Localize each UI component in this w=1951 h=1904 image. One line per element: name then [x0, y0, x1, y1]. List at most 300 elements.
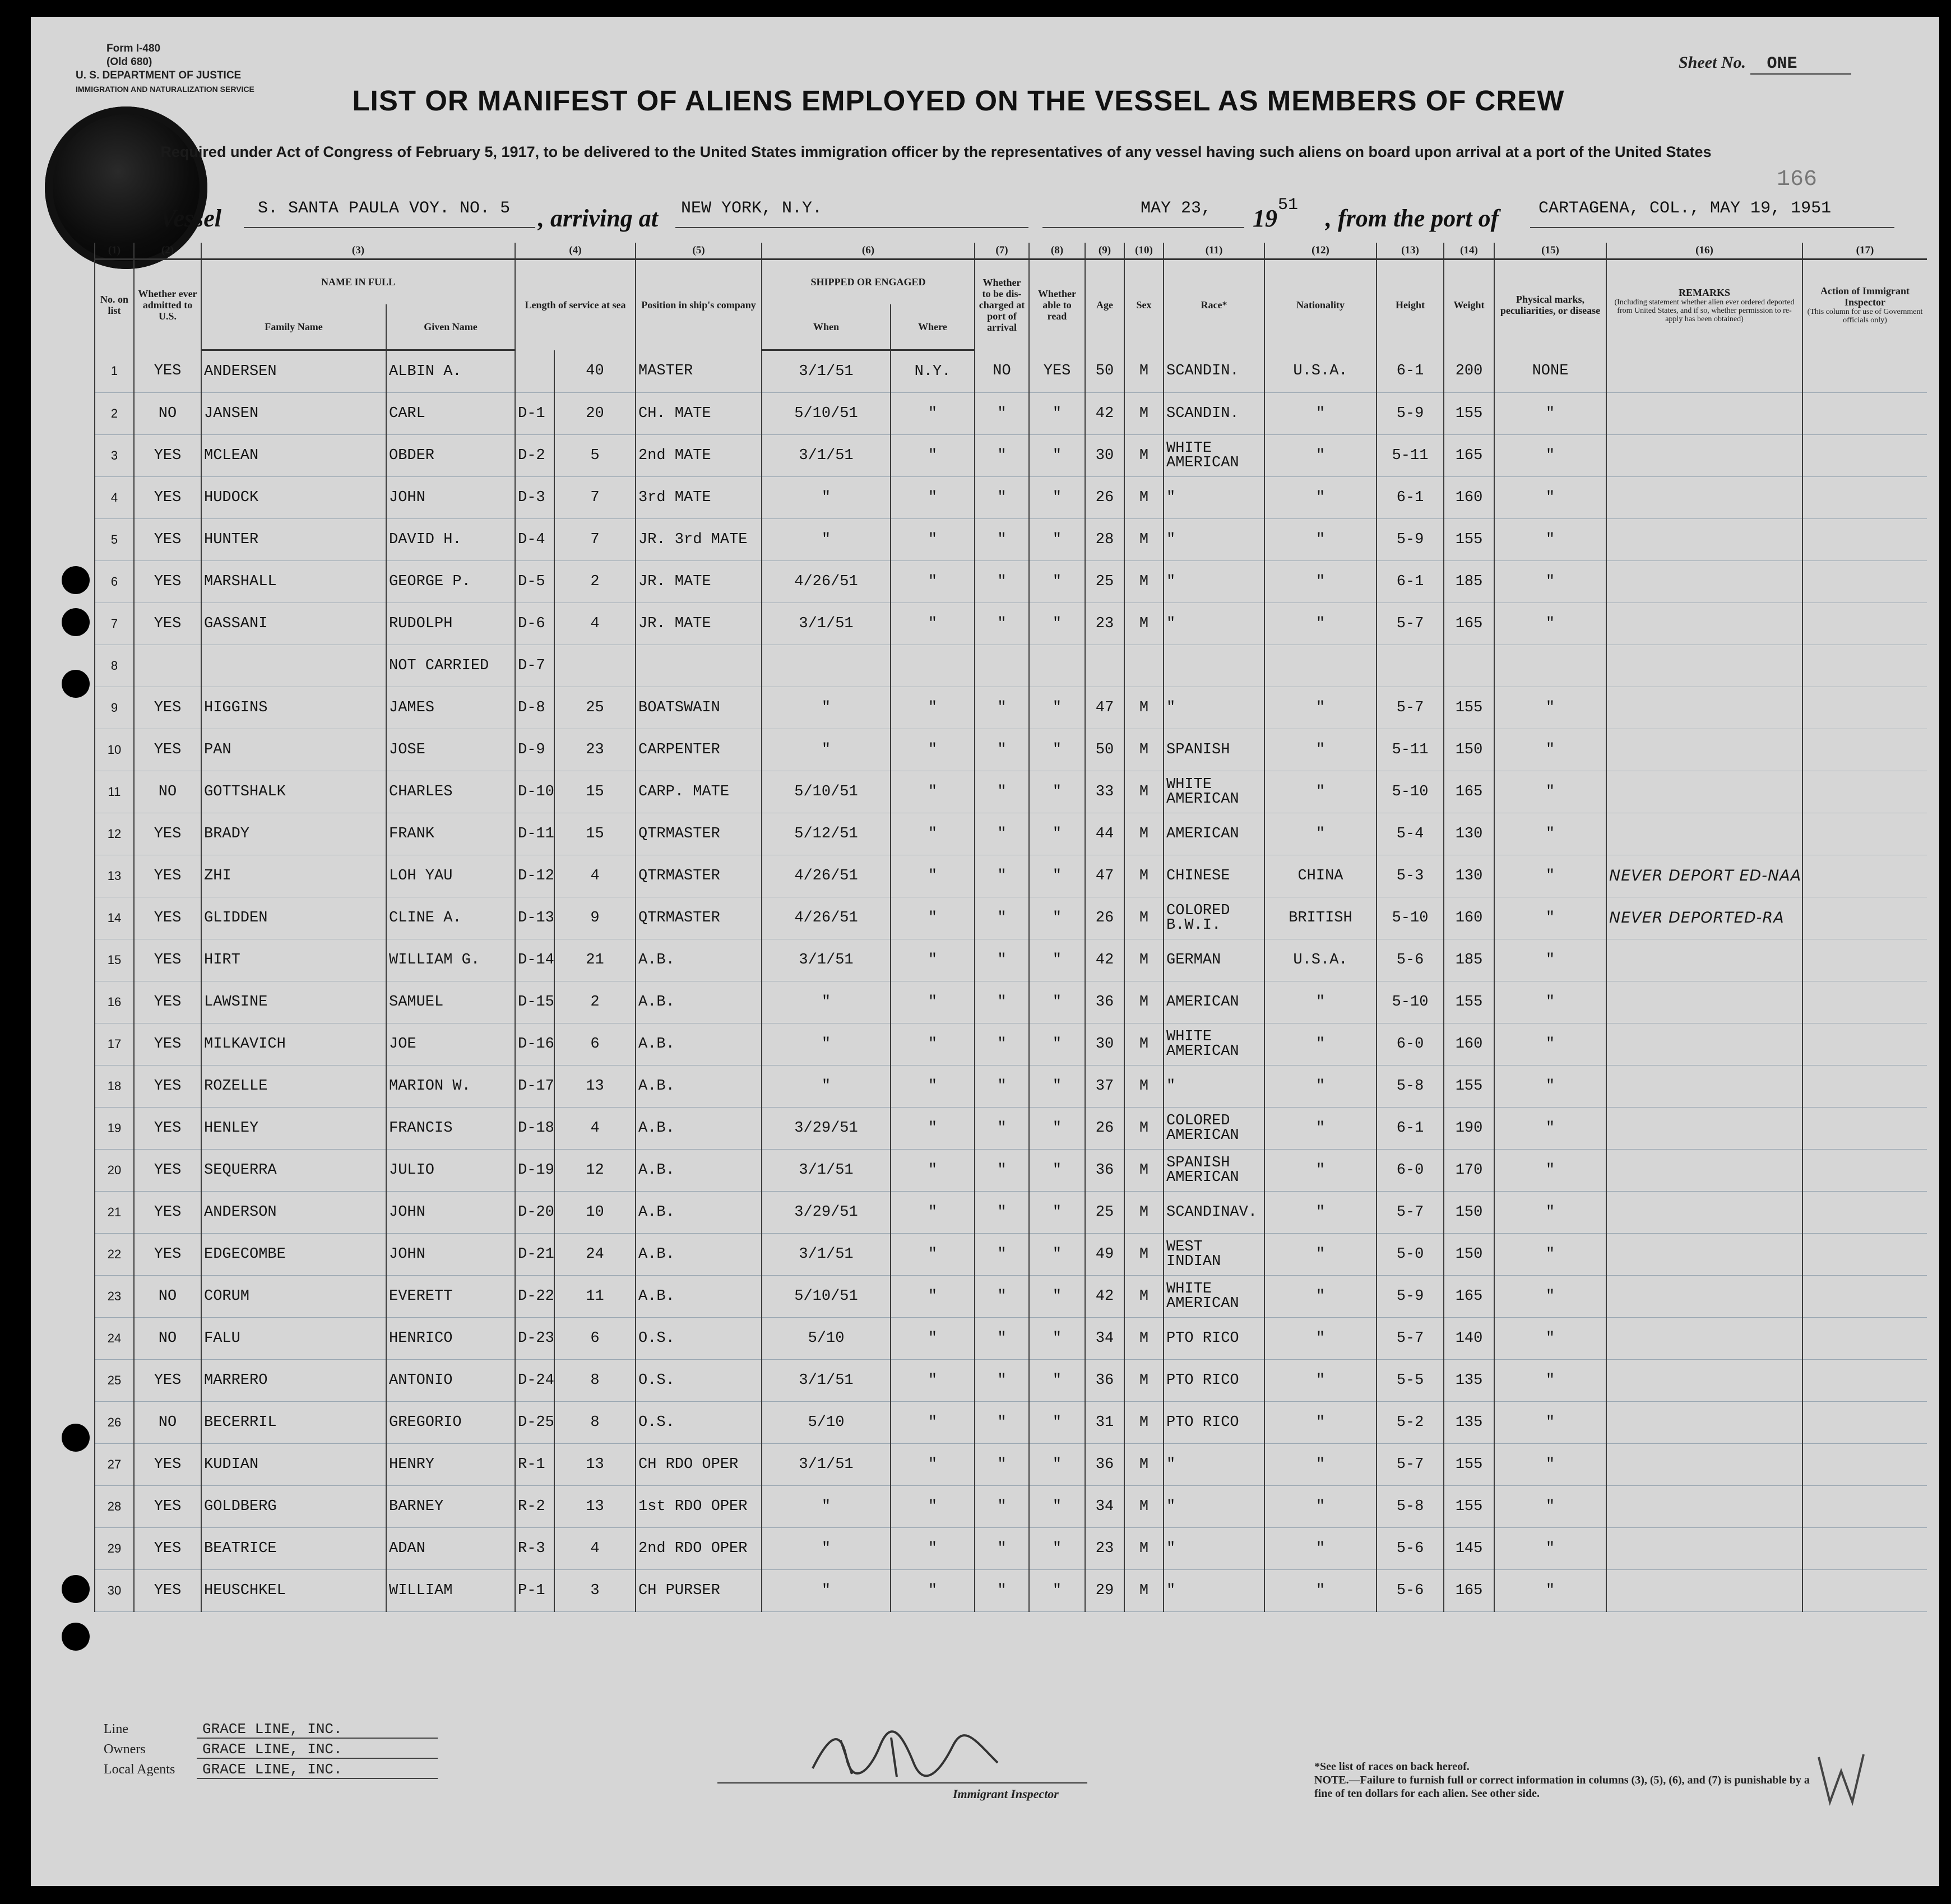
cell-dis: "	[975, 1150, 1029, 1192]
cell-age: 47	[1085, 855, 1124, 897]
cell-code: D-4	[515, 519, 554, 561]
cell-nat: BRITISH	[1264, 897, 1377, 939]
cell-fam: MARSHALL	[201, 561, 386, 603]
table-row	[95, 855, 1927, 897]
cell-no: 6	[95, 561, 134, 603]
cell-ht: 5-7	[1377, 1444, 1444, 1486]
cell-given: SAMUEL	[386, 981, 515, 1023]
cell-when: 5/10/51	[762, 771, 891, 813]
arrival-year: 51	[1278, 196, 1299, 215]
cell-age: 34	[1085, 1318, 1124, 1360]
cell-code: D-21	[515, 1234, 554, 1276]
cell-when: 3/1/51	[762, 1444, 891, 1486]
cell-wt: 130	[1444, 855, 1494, 897]
arrival-date: MAY 23,	[1141, 199, 1212, 218]
cell-act	[1802, 1066, 1927, 1108]
table-row	[95, 603, 1927, 645]
cell-given: JOE	[386, 1023, 515, 1066]
cell-wt: 135	[1444, 1402, 1494, 1444]
cell-where: "	[891, 393, 975, 435]
cell-adm: YES	[134, 855, 201, 897]
cell-act	[1802, 435, 1927, 477]
cell-given: HENRY	[386, 1444, 515, 1486]
cell-read: "	[1029, 1192, 1085, 1234]
cell-nat: U.S.A.	[1264, 939, 1377, 981]
header-physical-marks: Physical marks, peculiarities, or disease	[1494, 260, 1606, 350]
cell-adm: YES	[134, 1360, 201, 1402]
cell-marks: "	[1494, 1402, 1606, 1444]
footer-notes	[1314, 1760, 1819, 1800]
table-row	[95, 981, 1927, 1023]
cell-read: "	[1029, 1108, 1085, 1150]
header-remarks-sub: (Including statement whether alien ever ordered deported from United States, and if so, whether permission to re-apply has been obtained)	[1614, 298, 1795, 323]
cell-act	[1802, 645, 1927, 687]
cell-act	[1802, 981, 1927, 1023]
cell-marks: "	[1494, 393, 1606, 435]
cell-marks: "	[1494, 1570, 1606, 1612]
header-able-to-read: Whether able to read	[1029, 260, 1085, 350]
cell-read: "	[1029, 519, 1085, 561]
cell-sex: M	[1124, 1108, 1164, 1150]
cell-pos	[636, 645, 762, 687]
cell-where: "	[891, 435, 975, 477]
cell-read: "	[1029, 393, 1085, 435]
cell-wt: 185	[1444, 939, 1494, 981]
cell-no: 12	[95, 813, 134, 855]
cell-pos: A.B.	[636, 1192, 762, 1234]
cell-wt: 170	[1444, 1150, 1494, 1192]
cell-given: LOH YAU	[386, 855, 515, 897]
cell-pos: QTRMASTER	[636, 897, 762, 939]
cell-when: 3/29/51	[762, 1108, 891, 1150]
table-row	[95, 393, 1927, 435]
cell-len: 15	[554, 813, 636, 855]
col-num: (15)	[1494, 243, 1606, 260]
cell-ht: 6-1	[1377, 561, 1444, 603]
cell-no: 15	[95, 939, 134, 981]
cell-no: 27	[95, 1444, 134, 1486]
form-identifier	[76, 42, 311, 96]
cell-where: "	[891, 1276, 975, 1318]
cell-wt: 150	[1444, 1192, 1494, 1234]
cell-age: 26	[1085, 897, 1124, 939]
cell-sex: M	[1124, 1402, 1164, 1444]
punch-hole-icon	[62, 1623, 90, 1651]
header-discharged: Whether to be dis-charged at port of arrival	[975, 260, 1029, 350]
cell-sex: M	[1124, 687, 1164, 729]
cell-len: 4	[554, 1528, 636, 1570]
cell-rem: NEVER DEPORTED-RA	[1606, 897, 1802, 939]
cell-read: "	[1029, 561, 1085, 603]
cell-given: CARL	[386, 393, 515, 435]
cell-no: 10	[95, 729, 134, 771]
table-row	[95, 1234, 1927, 1276]
cell-pos: O.S.	[636, 1360, 762, 1402]
cell-no: 22	[95, 1234, 134, 1276]
cell-len: 12	[554, 1150, 636, 1192]
cell-race: "	[1164, 477, 1264, 519]
cell-ht: 5-4	[1377, 813, 1444, 855]
cell-age: 36	[1085, 1360, 1124, 1402]
cell-no: 25	[95, 1360, 134, 1402]
cell-adm: YES	[134, 981, 201, 1023]
cell-dis: "	[975, 813, 1029, 855]
table-row	[95, 561, 1927, 603]
cell-code: R-3	[515, 1528, 554, 1570]
crew-rows	[95, 350, 1927, 1612]
cell-age: 29	[1085, 1570, 1124, 1612]
cell-wt: 160	[1444, 1023, 1494, 1066]
cell-ht: 5-6	[1377, 1528, 1444, 1570]
cell-given: MARION W.	[386, 1066, 515, 1108]
cell-act	[1802, 1360, 1927, 1402]
cell-race: WHITE AMERICAN	[1164, 1023, 1264, 1066]
cell-sex: M	[1124, 1318, 1164, 1360]
punch-hole-icon	[62, 1424, 90, 1452]
cell-age: 47	[1085, 687, 1124, 729]
inspector-signature	[807, 1724, 1009, 1785]
table-row	[95, 939, 1927, 981]
cell-read: "	[1029, 1528, 1085, 1570]
cell-pos: 3rd MATE	[636, 477, 762, 519]
cell-nat: "	[1264, 1192, 1377, 1234]
cell-read: "	[1029, 1444, 1085, 1486]
cell-sex: M	[1124, 1570, 1164, 1612]
cell-race: "	[1164, 1486, 1264, 1528]
cell-age: 50	[1085, 350, 1124, 393]
cell-code: R-1	[515, 1444, 554, 1486]
cell-code: P-1	[515, 1570, 554, 1612]
cell-act	[1802, 1486, 1927, 1528]
cell-act	[1802, 897, 1927, 939]
from-label: , from the port of	[1326, 205, 1499, 232]
cell-age: 36	[1085, 981, 1124, 1023]
cell-ht: 5-0	[1377, 1234, 1444, 1276]
cell-marks: "	[1494, 1360, 1606, 1402]
cell-pos: O.S.	[636, 1318, 762, 1360]
cell-sex: M	[1124, 813, 1164, 855]
footer-owners	[104, 1741, 438, 1761]
vessel-name: S. SANTA PAULA VOY. NO. 5	[258, 199, 511, 218]
cell-nat: "	[1264, 477, 1377, 519]
cell-pos: A.B.	[636, 1023, 762, 1066]
cell-act	[1802, 1192, 1927, 1234]
cell-read: "	[1029, 981, 1085, 1023]
cell-act	[1802, 603, 1927, 645]
cell-code: D-18	[515, 1108, 554, 1150]
cell-wt: 165	[1444, 1570, 1494, 1612]
cell-rem	[1606, 771, 1802, 813]
cell-nat: "	[1264, 1108, 1377, 1150]
cell-read: "	[1029, 1066, 1085, 1108]
arrival-port: NEW YORK, N.Y.	[681, 199, 823, 218]
cell-act	[1802, 477, 1927, 519]
cell-rem	[1606, 350, 1802, 393]
cell-age: 25	[1085, 561, 1124, 603]
cell-nat: "	[1264, 393, 1377, 435]
cell-fam: ANDERSON	[201, 1192, 386, 1234]
cell-no: 16	[95, 981, 134, 1023]
cell-where: "	[891, 1108, 975, 1150]
table-row	[95, 1486, 1927, 1528]
cell-marks: "	[1494, 1528, 1606, 1570]
cell-ht: 6-0	[1377, 1023, 1444, 1066]
cell-age: 26	[1085, 1108, 1124, 1150]
cell-read: "	[1029, 1318, 1085, 1360]
cell-wt: 155	[1444, 1486, 1494, 1528]
cell-no: 28	[95, 1486, 134, 1528]
cell-wt	[1444, 645, 1494, 687]
cell-ht: 5-10	[1377, 771, 1444, 813]
cell-marks: "	[1494, 1150, 1606, 1192]
cell-dis: NO	[975, 350, 1029, 393]
cell-no: 23	[95, 1276, 134, 1318]
cell-wt: 155	[1444, 687, 1494, 729]
fine-note: NOTE.—Failure to furnish full or correct information in columns (3), (5), (6), and (7) is punishable by a fine of ten dollars for each alien. See other side.	[1314, 1774, 1810, 1800]
cell-nat: "	[1264, 1023, 1377, 1066]
cell-fam: LAWSINE	[201, 981, 386, 1023]
table-row	[95, 435, 1927, 477]
cell-nat: "	[1264, 813, 1377, 855]
initials-mark	[1810, 1749, 1872, 1810]
cell-given: JULIO	[386, 1150, 515, 1192]
cell-fam: KUDIAN	[201, 1444, 386, 1486]
cell-act	[1802, 1108, 1927, 1150]
col-num: (2)	[134, 243, 201, 260]
cell-fam: HEUSCHKEL	[201, 1570, 386, 1612]
cell-marks: "	[1494, 603, 1606, 645]
col-num: (16)	[1606, 243, 1802, 260]
header-length-of-service: Length of service at sea	[515, 260, 636, 350]
cell-dis: "	[975, 1444, 1029, 1486]
cell-no: 29	[95, 1528, 134, 1570]
col-num: (13)	[1377, 243, 1444, 260]
cell-race: "	[1164, 603, 1264, 645]
cell-race: SCANDIN.	[1164, 393, 1264, 435]
cell-dis: "	[975, 981, 1029, 1023]
cell-len: 7	[554, 477, 636, 519]
cell-fam: BEATRICE	[201, 1528, 386, 1570]
cell-given: EVERETT	[386, 1276, 515, 1318]
cell-code: D-17	[515, 1066, 554, 1108]
cell-dis: "	[975, 1318, 1029, 1360]
cell-nat: "	[1264, 1318, 1377, 1360]
cell-marks: "	[1494, 1192, 1606, 1234]
cell-read: "	[1029, 1360, 1085, 1402]
col-num: (3)	[201, 243, 515, 260]
cell-race: SCANDINAV.	[1164, 1192, 1264, 1234]
cell-read: YES	[1029, 350, 1085, 393]
cell-marks: "	[1494, 1234, 1606, 1276]
cell-nat: "	[1264, 1570, 1377, 1612]
cell-where: "	[891, 813, 975, 855]
col-num: (9)	[1085, 243, 1124, 260]
cell-race: COLORED AMERICAN	[1164, 1108, 1264, 1150]
cell-given: OBDER	[386, 435, 515, 477]
cell-wt: 150	[1444, 1234, 1494, 1276]
cell-race: "	[1164, 1066, 1264, 1108]
cell-fam: SEQUERRA	[201, 1150, 386, 1192]
table-row	[95, 1023, 1927, 1066]
cell-marks: "	[1494, 435, 1606, 477]
cell-age: 36	[1085, 1150, 1124, 1192]
cell-adm: YES	[134, 1486, 201, 1528]
cell-act	[1802, 771, 1927, 813]
cell-sex: M	[1124, 897, 1164, 939]
cell-code: D-13	[515, 897, 554, 939]
cell-where: "	[891, 981, 975, 1023]
form-number: Form I-480	[106, 43, 161, 54]
cell-no: 9	[95, 687, 134, 729]
cell-given: JAMES	[386, 687, 515, 729]
cell-age: 42	[1085, 939, 1124, 981]
cell-rem	[1606, 1402, 1802, 1444]
col-num: (12)	[1264, 243, 1377, 260]
header-action-title: Action of Immigrant Inspector	[1820, 285, 1910, 308]
cell-sex: M	[1124, 1276, 1164, 1318]
cell-wt: 155	[1444, 393, 1494, 435]
cell-nat: "	[1264, 1234, 1377, 1276]
cell-age: 31	[1085, 1402, 1124, 1444]
cell-pos: QTRMASTER	[636, 813, 762, 855]
cell-where: "	[891, 519, 975, 561]
cell-read: "	[1029, 729, 1085, 771]
cell-where: "	[891, 1234, 975, 1276]
owners-label: Owners	[104, 1742, 146, 1757]
cell-dis: "	[975, 939, 1029, 981]
cell-sex: M	[1124, 729, 1164, 771]
cell-age: 42	[1085, 1276, 1124, 1318]
cell-marks: "	[1494, 1318, 1606, 1360]
cell-wt: 190	[1444, 1108, 1494, 1150]
header-race: Race*	[1164, 260, 1264, 350]
cell-read: "	[1029, 1402, 1085, 1444]
cell-fam: JANSEN	[201, 393, 386, 435]
cell-rem	[1606, 1528, 1802, 1570]
footer-agents	[104, 1761, 438, 1781]
table-row	[95, 1108, 1927, 1150]
cell-age: 30	[1085, 1023, 1124, 1066]
cell-ht: 5-3	[1377, 855, 1444, 897]
cell-age: 36	[1085, 1444, 1124, 1486]
cell-where: "	[891, 1402, 975, 1444]
cell-fam: GASSANI	[201, 603, 386, 645]
cell-race: SPANISH	[1164, 729, 1264, 771]
cell-code: D-25	[515, 1402, 554, 1444]
cell-marks: "	[1494, 771, 1606, 813]
cell-no: 3	[95, 435, 134, 477]
cell-where: "	[891, 687, 975, 729]
cell-no: 13	[95, 855, 134, 897]
cell-nat	[1264, 645, 1377, 687]
cell-code: D-20	[515, 1192, 554, 1234]
page-title: LIST OR MANIFEST OF ALIENS EMPLOYED ON THE VESSEL AS MEMBERS OF CREW	[352, 85, 1565, 117]
cell-rem	[1606, 1066, 1802, 1108]
cell-when: 3/1/51	[762, 1150, 891, 1192]
cell-act	[1802, 393, 1927, 435]
cell-race: "	[1164, 1570, 1264, 1612]
header-weight: Weight	[1444, 260, 1494, 350]
table-row	[95, 1528, 1927, 1570]
cell-wt: 165	[1444, 435, 1494, 477]
cell-code: D-16	[515, 1023, 554, 1066]
cell-wt: 185	[1444, 561, 1494, 603]
cell-marks: "	[1494, 1276, 1606, 1318]
header-when: When	[762, 304, 891, 350]
cell-given: WILLIAM	[386, 1570, 515, 1612]
cell-sex: M	[1124, 981, 1164, 1023]
cell-dis: "	[975, 855, 1029, 897]
cell-sex: M	[1124, 1444, 1164, 1486]
table-row	[95, 813, 1927, 855]
cell-fam: EDGECOMBE	[201, 1234, 386, 1276]
cell-where: "	[891, 1318, 975, 1360]
cell-act	[1802, 1276, 1927, 1318]
cell-marks: "	[1494, 729, 1606, 771]
cell-act	[1802, 813, 1927, 855]
cell-code	[515, 350, 554, 393]
cell-adm: NO	[134, 1276, 201, 1318]
cell-rem	[1606, 813, 1802, 855]
cell-pos: JR. 3rd MATE	[636, 519, 762, 561]
cell-rem	[1606, 645, 1802, 687]
cell-ht: 5-10	[1377, 981, 1444, 1023]
cell-ht: 6-1	[1377, 350, 1444, 393]
cell-given: CHARLES	[386, 771, 515, 813]
cell-adm: NO	[134, 1402, 201, 1444]
cell-rem	[1606, 981, 1802, 1023]
cell-len: 40	[554, 350, 636, 393]
cell-age: 30	[1085, 435, 1124, 477]
cell-pos: A.B.	[636, 1066, 762, 1108]
cell-race: SPANISH AMERICAN	[1164, 1150, 1264, 1192]
cell-race: AMERICAN	[1164, 813, 1264, 855]
cell-wt: 130	[1444, 813, 1494, 855]
form-old-number: (Old 680)	[106, 56, 152, 68]
cell-rem	[1606, 1150, 1802, 1192]
cell-age: 50	[1085, 729, 1124, 771]
cell-code: D-1	[515, 393, 554, 435]
races-note: *See list of races on back hereof.	[1314, 1761, 1470, 1773]
cell-ht: 5-7	[1377, 603, 1444, 645]
cell-fam: ZHI	[201, 855, 386, 897]
cell-when: 3/1/51	[762, 1234, 891, 1276]
cell-ht: 6-0	[1377, 1150, 1444, 1192]
cell-read: "	[1029, 1276, 1085, 1318]
cell-adm: YES	[134, 1108, 201, 1150]
cell-race: "	[1164, 561, 1264, 603]
cell-marks: "	[1494, 981, 1606, 1023]
table-row	[95, 771, 1927, 813]
cell-where	[891, 645, 975, 687]
cell-where: N.Y.	[891, 350, 975, 393]
header-remarks	[1606, 260, 1802, 350]
cell-where: "	[891, 561, 975, 603]
cell-len: 2	[554, 981, 636, 1023]
cell-len: 8	[554, 1360, 636, 1402]
cell-dis: "	[975, 771, 1029, 813]
cell-fam: GOLDBERG	[201, 1486, 386, 1528]
header-position: Position in ship's company	[636, 260, 762, 350]
year-prefix: 19	[1253, 205, 1277, 232]
cell-given: JOSE	[386, 729, 515, 771]
cell-dis: "	[975, 393, 1029, 435]
cell-fam: HIGGINS	[201, 687, 386, 729]
cell-nat: "	[1264, 1444, 1377, 1486]
cell-adm: YES	[134, 477, 201, 519]
cell-given: WILLIAM G.	[386, 939, 515, 981]
cell-rem	[1606, 603, 1802, 645]
